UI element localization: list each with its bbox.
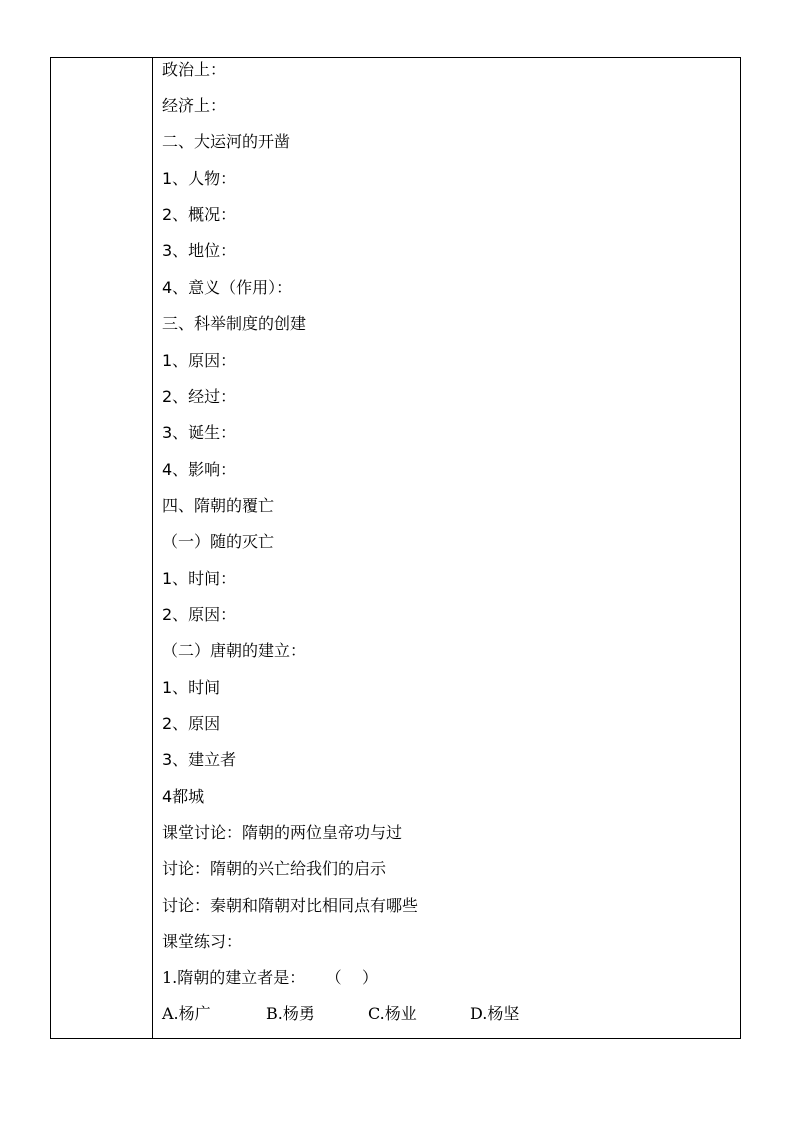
worksheet-table bbox=[50, 57, 741, 1039]
option-d: D.杨坚 bbox=[470, 1004, 520, 1023]
line-exam-impact: 4、影响： bbox=[162, 460, 237, 479]
line-class-discussion: 课堂讨论：隋朝的两位皇帝功与过 bbox=[162, 823, 403, 842]
line-tang-time: 1、时间 bbox=[162, 678, 221, 697]
right-column-cell bbox=[154, 58, 740, 1038]
line-class-exercise: 课堂练习： bbox=[162, 932, 243, 951]
line-collapse-time: 1、时间： bbox=[162, 569, 237, 588]
line-economy: 经济上： bbox=[162, 96, 227, 115]
option-c: C.杨业 bbox=[368, 1004, 417, 1023]
line-exam-cause: 1、原因： bbox=[162, 351, 237, 370]
line-tang-capital: 4都城 bbox=[162, 787, 205, 806]
line-exam-birth: 3、诞生： bbox=[162, 423, 237, 442]
option-a: A.杨广 bbox=[162, 1004, 211, 1023]
line-exam-process: 2、经过： bbox=[162, 387, 237, 406]
option-b: B.杨勇 bbox=[266, 1004, 315, 1023]
subheading-sui-collapse: （一）随的灭亡 bbox=[162, 532, 275, 551]
question-1: 1.隋朝的建立者是： （ ） bbox=[162, 968, 378, 987]
heading-grand-canal: 二、大运河的开凿 bbox=[162, 132, 291, 151]
left-column-cell bbox=[51, 58, 153, 1038]
line-discussion-compare: 讨论：秦朝和隋朝对比相同点有哪些 bbox=[162, 896, 419, 915]
line-collapse-cause: 2、原因： bbox=[162, 605, 237, 624]
line-canal-overview: 2、概况： bbox=[162, 205, 237, 224]
line-tang-cause: 2、原因 bbox=[162, 714, 221, 733]
question-1-options bbox=[162, 1004, 722, 1024]
line-canal-person: 1、人物： bbox=[162, 169, 237, 188]
heading-imperial-exam: 三、科举制度的创建 bbox=[162, 314, 307, 333]
line-canal-status: 3、地位： bbox=[162, 241, 237, 260]
subheading-tang-founding: （二）唐朝的建立： bbox=[162, 641, 307, 660]
line-tang-founder: 3、建立者 bbox=[162, 750, 237, 769]
heading-sui-fall: 四、隋朝的覆亡 bbox=[162, 496, 275, 515]
line-canal-significance: 4、意义（作用）： bbox=[162, 278, 293, 297]
line-politics: 政治上： bbox=[162, 60, 227, 79]
line-discussion-lessons: 讨论：隋朝的兴亡给我们的启示 bbox=[162, 859, 387, 878]
